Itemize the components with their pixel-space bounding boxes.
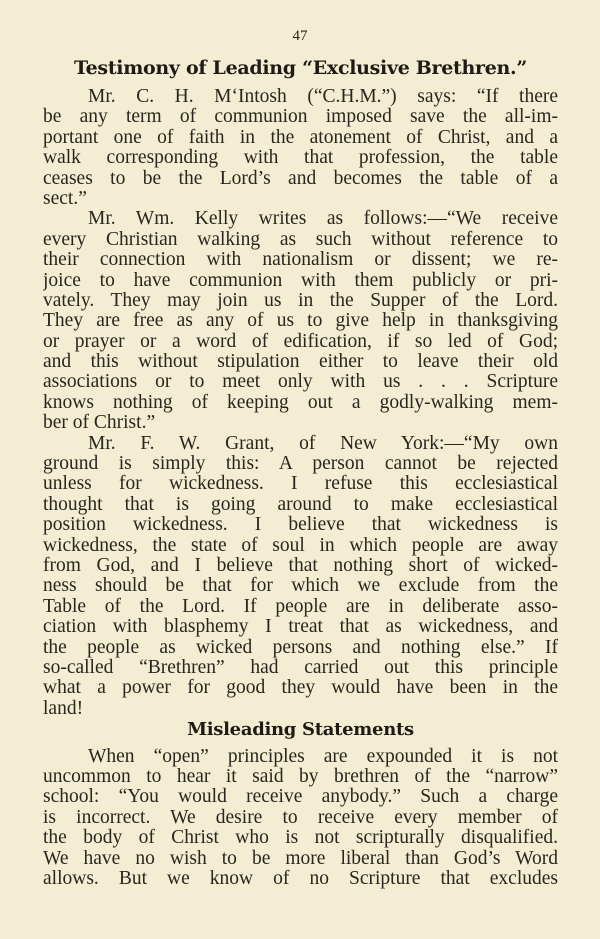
text-line: portant one of faith in the atonement of Christ, and a: [43, 127, 558, 148]
text-line: We have no wish to be more liberal than God’s Word: [43, 848, 558, 869]
paragraph: [43, 209, 558, 433]
text-line: knows nothing of keeping out a godly-walking mem-: [43, 392, 558, 413]
text-line: allows. But we know of no Scripture that excludes: [43, 868, 558, 889]
section-heading: Misleading Statements: [187, 719, 414, 741]
page-number: 47: [292, 28, 308, 44]
text-line: Mr. C. H. M‘Intosh (“C.H.M.”) says: “If there: [88, 87, 558, 107]
text-line: Table of the Lord. If people are in deliberate asso-: [43, 596, 558, 617]
paragraph: [43, 747, 558, 890]
text-line: and this without stipulation either to leave their old: [43, 352, 558, 373]
text-line: ciation with blasphemy I treat that as wickedness, and: [43, 617, 558, 638]
text-line: school: “You would receive anybody.” Such a charge: [43, 787, 558, 808]
text-line: Mr. F. W. Grant, of New York:—“My own: [88, 433, 558, 454]
text-line: thought that is going around to make ecclesiastical: [43, 494, 558, 515]
text-line: so-called “Brethren” had carried out this principle: [43, 657, 558, 678]
text-line: from God, and I believe that nothing short of wicked-: [43, 555, 558, 576]
page-body: [43, 87, 558, 889]
text-line: be any term of communion imposed save the all-im-: [43, 107, 558, 128]
text-line: vately. They may join us in the Supper of the Lord.: [43, 290, 558, 311]
text-line: ceases to be the Lord’s and becomes the table of a: [43, 168, 558, 189]
paragraph: [43, 87, 558, 209]
text-line: is incorrect. We desire to receive every member of: [43, 807, 558, 828]
text-line: every Christian walking as such without reference to: [43, 229, 558, 250]
text-line: ness should be that for which we exclude from the: [43, 576, 558, 597]
text-line: uncommon to hear it said by brethren of the “narrow”: [43, 767, 558, 787]
section-misleading: [43, 747, 558, 890]
text-line: ber of Christ.”: [43, 413, 156, 434]
text-line: or prayer or a word of edification, if so led of God;: [43, 331, 558, 352]
text-line: position wickedness. I believe that wickedness is: [43, 515, 558, 536]
text-line: sect.”: [43, 188, 87, 209]
text-line: When “open” principles are expounded it is not: [88, 746, 558, 767]
text-line: ground is simply this: A person cannot be rejected: [43, 454, 558, 475]
text-line: They are free as any of us to give help in thanksgiving: [43, 311, 558, 332]
text-line: the body of Christ who is not scripturally disqualified.: [43, 828, 558, 849]
text-line: their connection with nationalism or dissent; we re-: [43, 250, 558, 271]
text-line: joice to have communion with them publicly or pri-: [43, 270, 558, 291]
text-line: wickedness, the state of soul in which people are away: [43, 535, 558, 556]
paragraph: [43, 434, 558, 719]
page-title: Testimony of Leading “Exclusive Brethren.”: [73, 57, 528, 79]
text-line: walk corresponding with that profession, the table: [43, 148, 558, 169]
section-testimony: [43, 87, 558, 719]
text-line: unless for wickedness. I refuse this ecclesiastical: [43, 474, 558, 495]
text-line: land!: [43, 698, 84, 719]
text-line: what a power for good they would have been in the: [43, 678, 558, 699]
text-line: associations or to meet only with us . . . Scripture: [43, 372, 558, 393]
text-line: Mr. Wm. Kelly writes as follows:—“We receive: [88, 209, 558, 230]
text-line: the people as wicked persons and nothing else.” If: [43, 637, 558, 658]
